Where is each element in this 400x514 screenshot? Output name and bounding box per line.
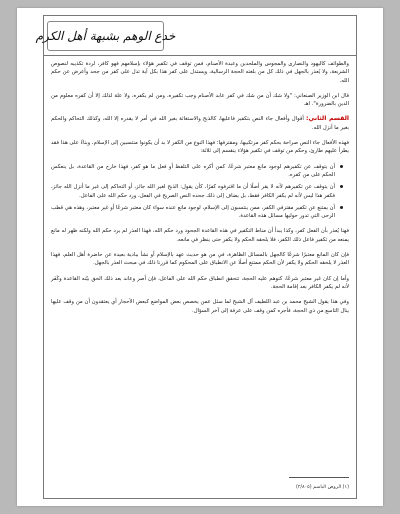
page-content bbox=[51, 60, 349, 476]
list-item-text: أن يتوقف عن تكفيرهم لأنه لا يقر أصلًا أن ما اقترفوه كفرًا، كأن يقول: الذبح لغير الله جائز، أو التحاكم إلى غير ما أنزل الله جائز، فكفر هذا ليس لأنه لم يكفر الكافر فقط، بل يضاف إلى ذلك جحده النص الصريح في الفعل، ورد حكم الله على الفاعل. bbox=[51, 184, 335, 199]
bullet-icon bbox=[340, 165, 343, 168]
page-header bbox=[35, 15, 357, 56]
paragraph-7: وفي هذا يقول الشيخ محمد بن عبد اللطيف آل الشيخ لما سئل عمن يخصص بعض المواضع كبعض الأحجار أي يعتقدون أن من وقف عليها ينال التاسع من ذي الحجة، فأجره كمن وقف على عرفة إلى آخر السؤال. bbox=[51, 299, 349, 314]
bullet-icon bbox=[340, 206, 343, 209]
list-item bbox=[51, 204, 341, 221]
paragraph-1: والطوائف كاليهود والنصارى والمجوس والملحدين وعبدة الأصنام، فمن توقف في تكفير هؤلاء بإسلامهم فهو كافر، لردة تكذيبه لنصوص الشريعة، ولا يُعذر بالجهل في ذلك كل من بلغته الحجة الرسالية، ويستدل على كفر هذا بكل آية تدل على كفر من جحد وأعرض عن حكم الله. bbox=[51, 61, 349, 84]
paragraph-5: فإن كان المانع معتبرًا شرعًا كالجهل بالمسائل الظاهرة، في من هو حديث عهد بالإسلام أو نشأ ببادية بعيدة عن حاضرة أهل العلم، فهذا العذر لا يلحقه الحكم ولا يكفر لأن الحكم ممتنع أصلًا عن الانطباق على المحكوم كما قررنا ذلك في مبحث العذر بالجهل. bbox=[51, 252, 349, 267]
title-ornament bbox=[35, 21, 176, 51]
header-title: خدع الوهم بشبهة أهل الكرم bbox=[35, 29, 176, 43]
bullet-icon bbox=[340, 185, 343, 188]
footnote: (١) الروض الباسم (٢/٨٠٥) bbox=[295, 485, 349, 490]
paragraph-4: فهنا يُعذر بأن الفعل كفر، وكذا يبدأ أن مناط التكفير في هذه القاعدة الجحود ورد حكم الله، فهذا العذر لم يرد حكم الله ولكنه ظهر له مانع يمنعه من تكفير فاعل ذلك الكفر، فلا يلحقه الحكم ولا يكفر حتى ينظر في مانعه. bbox=[51, 228, 349, 243]
list-item bbox=[51, 163, 341, 180]
list-item-text: أن يمتنع عن تكفير مقترفي الكفر، ممن ينتسبون إلى الإسلام، لوجود مانع عنده سواء كان معتبر شرعًا أو غير معتبر، وهذه هي قطب الرحى التي تدور حوليها مسائل هذه القاعدة. bbox=[51, 204, 335, 220]
section-2 bbox=[51, 115, 349, 132]
footnote-divider bbox=[289, 477, 349, 478]
document-page bbox=[17, 8, 383, 506]
paragraph-3: فهذه الأفعال جاء النص صراحة بحكم كفر مرتكبيها، ومقترفها؛ فهذا النوع من الكفر لا بد أن يكونوا منتسبين إلى الإسلام، وبناءً على هذا فقد يطرأ عليهم طارئ، وحكم من توقف في تكفير هؤلاء ينقسم إلى ثلاثة: bbox=[51, 140, 349, 155]
paragraph-2: قال ابن الوزير الصنعاني: "ولا شك أن من شك في كفر عابد الأصنام وجب تكفيره، ومن لم يكفره، ولا علة لذلك إلا أن كفره معلوم من الدين بالضرورة". اهـ bbox=[51, 92, 349, 108]
bullet-list bbox=[51, 163, 349, 221]
paragraph-6: وأما إن كان غير معتبر شرعًا، كتوهم عليه الحجة، تتحقق انطباق حكم الله على الفاعل، فإن أصر وعاند بعد ذلك الحق بيّنه القاعدة وكَفَر لأنه لم يكفر الكافر بعد إقامة الحجة. bbox=[51, 275, 349, 290]
list-item-text: أن يتوقف عن تكفيرهم لوجود مانع معتبر شرعًا، كمن أكره على التلفظ أو فعل ما هو كفر، فهذا خارج من القاعدة، بل ينعكس الحكم على من كفره. bbox=[51, 163, 335, 178]
section-2-text: أقوال وأفعال جاء النص بتكفير فاعليها، كالذبح والاستغاثة بغير الله في أمر لا يقدره إلا الله، وكذلك التحاكم والحكم بغير ما أنزل الله. bbox=[51, 116, 349, 131]
section-heading: القسم الثاني: bbox=[306, 115, 350, 123]
list-item bbox=[51, 183, 341, 200]
